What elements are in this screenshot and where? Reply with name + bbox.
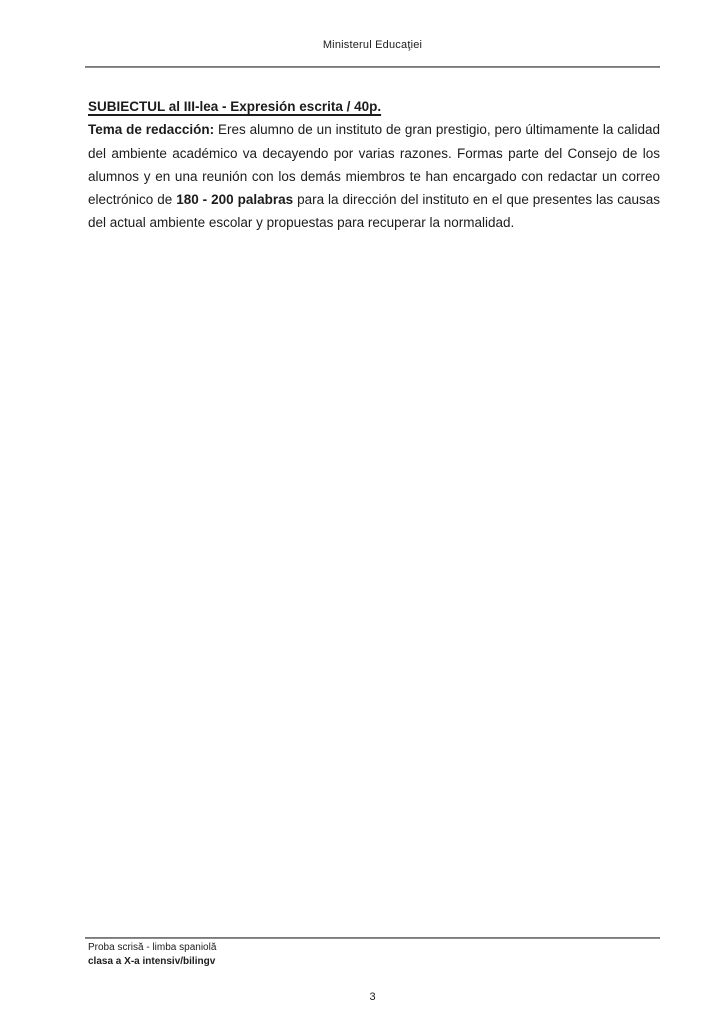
task-label: Tema de redacción:	[88, 122, 215, 138]
page-number: 3	[369, 991, 376, 1003]
document-body	[88, 95, 660, 235]
document-footer	[88, 941, 216, 968]
task-text-after: para la dirección del instituto en el que presentes las causas del actual ambiente escolar y propuestas para recuperar la normalidad.	[88, 192, 661, 231]
subject-heading: SUBIECTUL al III-lea - Expresión escrita / 40p.	[88, 99, 382, 114]
header-divider	[85, 66, 660, 68]
footer-divider	[85, 937, 660, 939]
word-count-requirement: 180 - 200 palabras	[176, 192, 294, 208]
ministry-title: Ministerul Educaţiei	[322, 39, 423, 51]
document-header	[85, 39, 660, 51]
task-text-before: Eres alumno de un instituto de gran prestigio, pero últimamente la calidad del ambiente académico va decayendo por varias razones. Formas parte del Consejo de los alumnos y en una reunión con los demás miembros te han encargado con redactar un correo electrónico de	[88, 122, 660, 208]
class-name: clasa a X-a intensiv/bilingv	[88, 955, 216, 967]
task-paragraph	[88, 118, 660, 234]
exam-name: Proba scrisă - limba spaniolă	[88, 942, 217, 953]
